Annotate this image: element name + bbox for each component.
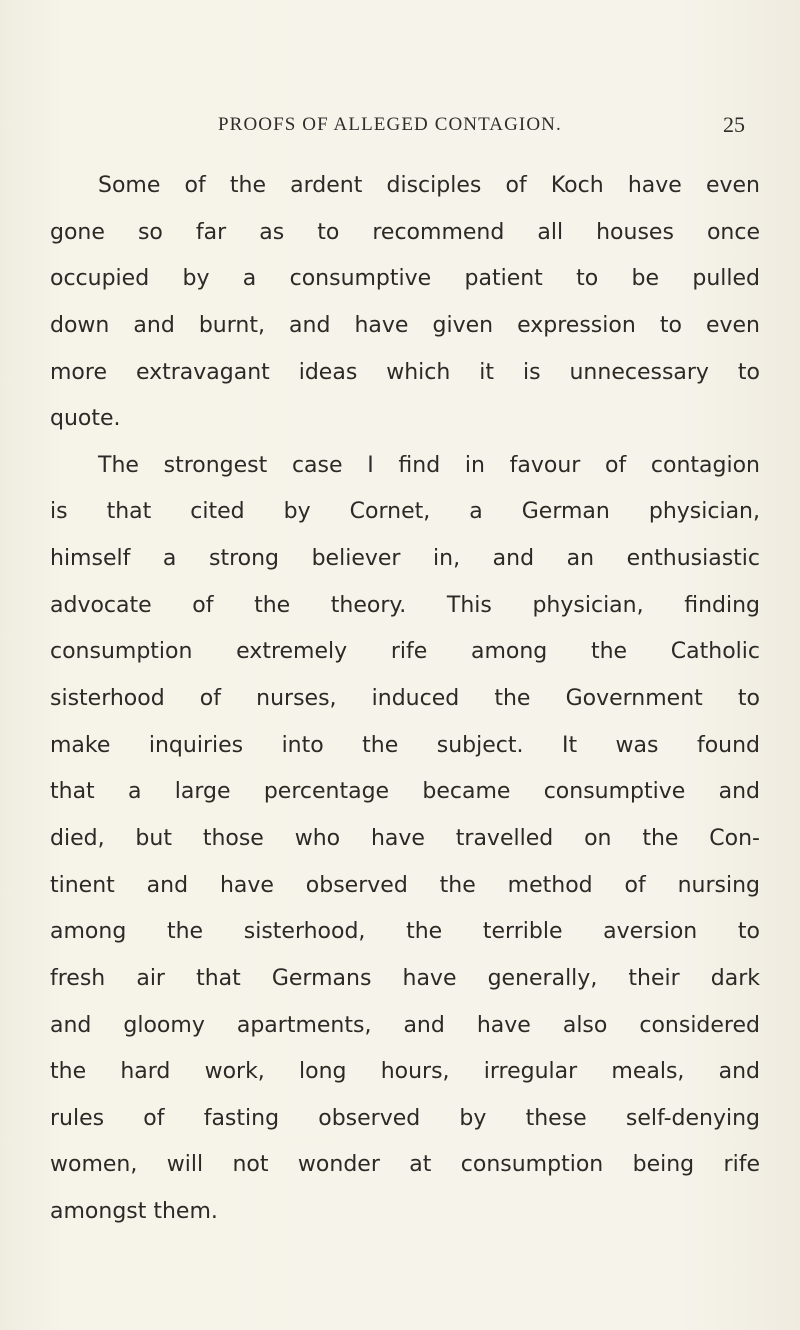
text-line: rules of fasting observed by these self-denying	[50, 1105, 760, 1131]
running-head-title: PROOFS OF ALLEGED CONTAGION.	[218, 114, 562, 135]
text-line: quote.	[50, 406, 121, 432]
text-line: is that cited by Cornet, a German physician,	[50, 499, 760, 525]
paragraph	[50, 163, 760, 443]
text-line: more extravagant ideas which it is unnecessary to	[50, 359, 760, 385]
text-line: amongst them.	[50, 1199, 218, 1225]
text-line: women, will not wonder at consumption being rife	[50, 1152, 760, 1178]
text-line: down and burnt, and have given expression to even	[50, 312, 760, 338]
text-line: died, but those who have travelled on the Con-	[50, 825, 760, 851]
text-line: himself a strong believer in, and an enthusiastic	[50, 546, 760, 572]
page-number: 25	[723, 112, 745, 137]
text-line: consumption extremely rife among the Catholic	[50, 639, 760, 665]
paragraph	[50, 443, 760, 1236]
text-line: the hard work, long hours, irregular meals, and	[50, 1059, 760, 1085]
text-line: among the sisterhood, the terrible aversion to	[50, 919, 760, 945]
text-line: that a large percentage became consumptive and	[50, 779, 760, 805]
text-line: gone so far as to recommend all houses once	[50, 219, 760, 245]
text-line: advocate of the theory. This physician, finding	[50, 592, 760, 618]
text-line: The strongest case I find in favour of contagion	[98, 452, 760, 478]
text-line: Some of the ardent disciples of Koch have even	[98, 173, 760, 198]
text-line: make inquiries into the subject. It was found	[50, 732, 760, 758]
text-line: and gloomy apartments, and have also considered	[50, 1012, 760, 1038]
body-text	[50, 163, 760, 1236]
text-line: fresh air that Germans have generally, their dark	[50, 965, 760, 991]
text-line: sisterhood of nurses, induced the Government to	[50, 686, 760, 712]
text-line: tinent and have observed the method of nursing	[50, 872, 760, 898]
text-line: occupied by a consumptive patient to be pulled	[50, 266, 760, 292]
running-head	[0, 114, 800, 144]
